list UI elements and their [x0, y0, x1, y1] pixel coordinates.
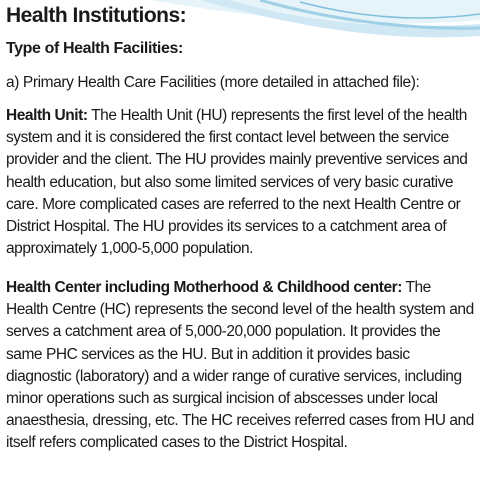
paragraph-heading: Health Center including Motherhood & Childhood center:	[6, 279, 402, 296]
paragraph-heading: Health Unit:	[6, 107, 88, 124]
paragraph-body: The Health Unit (HU) represents the first level of the health system and it is considered the first contact level between the service provider and the client. The HU provides mainly preventive services and health education, but also some limited services of very basic curative care. More complicated cases are referred to the next Health Centre or District Hospital. The HU provides its services to a catchment area of approximately 1,000-5,000 population.	[6, 107, 468, 258]
paragraph-health-center	[6, 277, 474, 455]
paragraph-body: The Health Centre (HC) represents the second level of the health system and serves a catchment area of 5,000-20,000 population. It provides the same PHC services as the HU. But in addition it provides basic diagnostic (laboratory) and a wider range of curative services, including minor operations such as surgical incision of abscesses under local anaesthesia, dressing, etc. The HC receives referred cases from HU and itself refers complicated cases to the District Hospital.	[6, 279, 474, 452]
slide-title: Health Institutions:	[6, 4, 187, 27]
list-item-primary-care: a) Primary Health Care Facilities (more detailed in attached file):	[6, 74, 420, 91]
slide-subtitle: Type of Health Facilities:	[6, 40, 183, 57]
paragraph-health-unit	[6, 105, 474, 260]
